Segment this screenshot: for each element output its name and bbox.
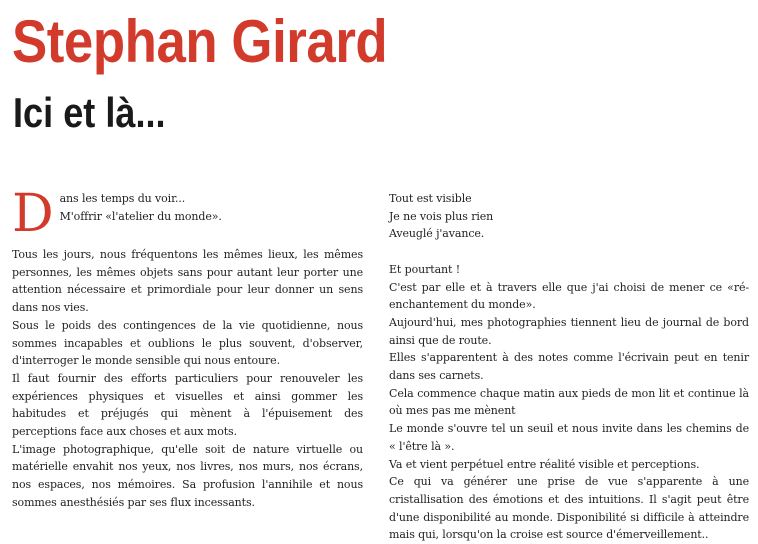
verse-line: Aveuglé j'avance. — [389, 227, 485, 241]
paragraph-crystallisation: Ce qui va générer une prise de vue s'apparente à une cristallisation des émotions et des intuitions. Il s'agit peut être d'une disponibilité au monde. Disponibilité si difficile à atteindre mais qui, lorsqu'on la croise est source d'émerveillement.. — [389, 475, 749, 542]
paragraph-efforts: Il faut fournir des efforts particuliers pour renouveler les expériences physiques et visuelles et ainsi gommer les habitudes et préjugés qui mènent à l'épuisement des perceptions face aux choses et aux mots. — [12, 371, 363, 439]
verse-line: Je ne vois plus rien — [389, 209, 494, 223]
paragraph-morning: Cela commence chaque matin aux pieds de mon lit et continue là où mes pas me mènent — [389, 386, 749, 418]
paragraph-threshold: Le monde s'ouvre tel un seuil et nous invite dans les chemins de « l'être là ». — [389, 422, 749, 453]
intro-block — [12, 184, 363, 244]
author-name: Stephan Girard — [12, 8, 388, 75]
left-column — [12, 184, 363, 512]
right-column — [389, 190, 749, 544]
intro-line-2: M'offrir «l'atelier du monde». — [59, 209, 222, 223]
dropcap-letter: D — [12, 184, 54, 244]
paragraph-photographic-image: L'image photographique, qu'elle soit de nature virtuelle ou matérielle envahit nos yeux, nos livres, nos murs, nos écrans, nos espaces, nos mémoires. Sa profusion l'annihile et nous sommes anesthésiés par ses flux incessants. — [12, 442, 363, 509]
lead-line: Et pourtant ! — [389, 262, 461, 276]
verse-line: Tout est visible — [389, 192, 472, 205]
paragraph-daily-places: Tous les jours, nous fréquentons les mêmes lieux, les mêmes personnes, les mêmes objets sans pour autant leur porter une attention nécessaire et primordiale pour leur donner un sens dans nos vies. — [12, 248, 363, 315]
intro-line-1: ans les temps du voir... — [59, 192, 186, 205]
page-title: Ici et là... — [13, 89, 166, 136]
paragraph-perceptions: Va et vient perpétuel entre réalité visible et perceptions. — [389, 457, 700, 471]
paragraph-re-enchantment: C'est par elle et à travers elle que j'ai choisi de mener ce «ré-enchantement du monde». — [389, 280, 749, 312]
paragraph-logbook: Aujourd'hui, mes photographies tiennent lieu de journal de bord ainsi que de route. — [389, 315, 749, 347]
paragraph-contingences: Sous le poids des contingences de la vie quotidienne, nous sommes incapables et oublions le plus souvent, d'observer, d'interroger le monde sensible qui nous entoure. — [12, 318, 363, 368]
paragraph-notes: Elles s'apparentent à des notes comme l'écrivain peut en tenir dans ses carnets. — [389, 351, 749, 383]
spacer — [389, 243, 749, 261]
